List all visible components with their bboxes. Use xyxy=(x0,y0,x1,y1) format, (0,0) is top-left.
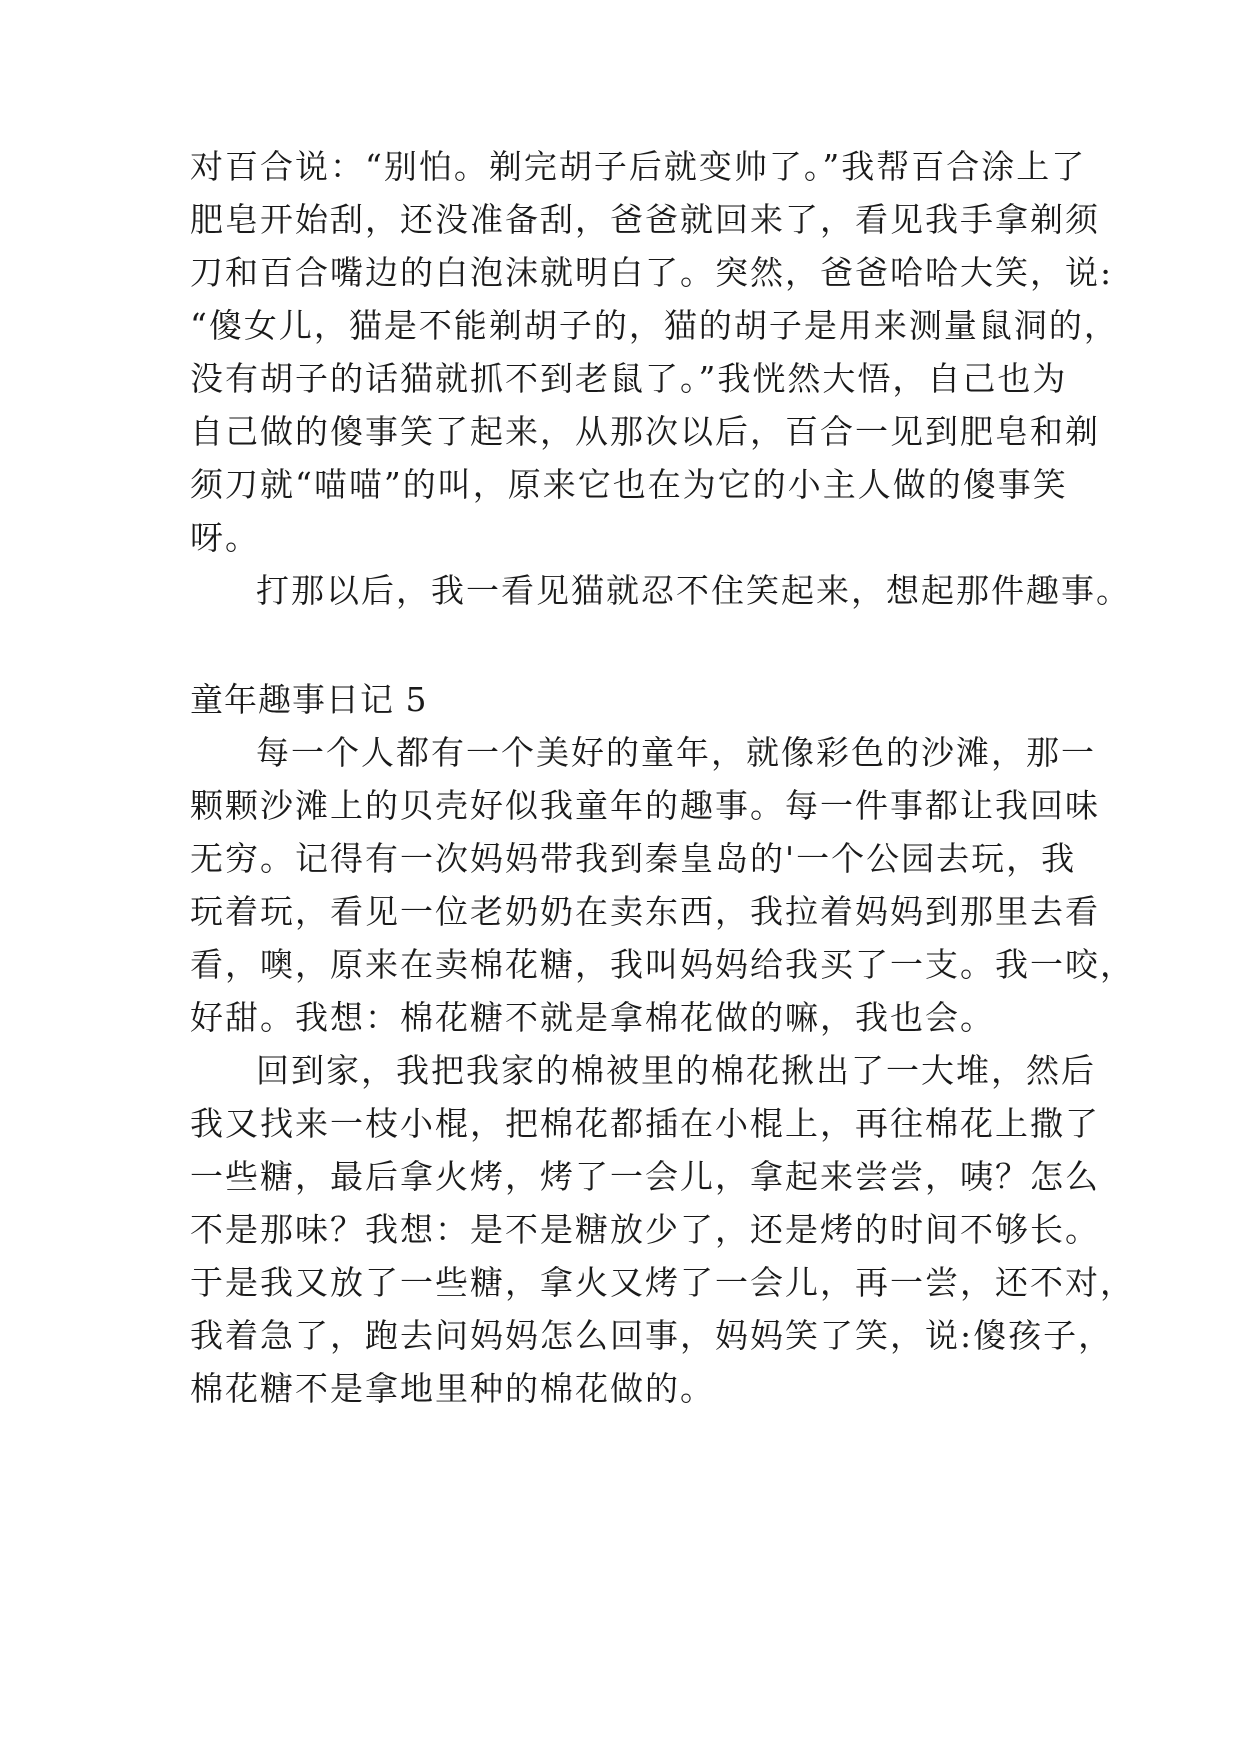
paragraph-line: 没有胡子的话猫就抓不到老鼠了。”我恍然大悟，自己也为 xyxy=(190,359,1068,398)
paragraph-line: 我又找来一枝小棍，把棉花都插在小棍上，再往棉花上撒了 xyxy=(190,1104,1100,1143)
paragraph-line: 一些糖，最后拿火烤，烤了一会儿，拿起来尝尝，咦？怎么 xyxy=(190,1157,1100,1196)
paragraph-line: 好甜。我想：棉花糖不就是拿棉花做的嘛，我也会。 xyxy=(190,998,995,1037)
paragraph-line: 肥皂开始刮，还没准备刮，爸爸就回来了，看见我手拿剃须 xyxy=(190,200,1100,239)
paragraph-line: 不是那味？我想：是不是糖放少了，还是烤的时间不够长。 xyxy=(190,1210,1100,1249)
paragraph-line: 玩着玩，看见一位老奶奶在卖东西，我拉着妈妈到那里去看 xyxy=(190,892,1100,931)
paragraph-line: 棉花糖不是拿地里种的棉花做的。 xyxy=(190,1369,715,1408)
paragraph-line: 呀。 xyxy=(190,518,260,557)
paragraph-line: 每一个人都有一个美好的童年，就像彩色的沙滩，那一 xyxy=(256,733,1096,772)
paragraph-line: 我着急了，跑去问妈妈怎么回事，妈妈笑了笑，说:傻孩子， xyxy=(190,1316,1114,1355)
paragraph-line: 颗颗沙滩上的贝壳好似我童年的趣事。每一件事都让我回味 xyxy=(190,786,1100,825)
paragraph-line: 看，噢，原来在卖棉花糖，我叫妈妈给我买了一支。我一咬， xyxy=(190,945,1135,984)
paragraph-line: 须刀就“喵喵”的叫，原来它也在为它的小主人做的傻事笑 xyxy=(190,465,1068,504)
paragraph-line: 打那以后，我一看见猫就忍不住笑起来，想起那件趣事。 xyxy=(256,571,1131,610)
section-title: 童年趣事日记 5 xyxy=(190,680,428,719)
paragraph-line: “傻女儿，猫是不能剃胡子的，猫的胡子是用来测量鼠洞的， xyxy=(190,306,1119,345)
paragraph-line: 无穷。记得有一次妈妈带我到秦皇岛的'一个公园去玩，我 xyxy=(190,839,1077,878)
paragraph-line: 刀和百合嘴边的白泡沫就明白了。突然，爸爸哈哈大笑，说: xyxy=(190,253,1114,292)
paragraph-line: 回到家，我把我家的棉被里的棉花揪出了一大堆，然后 xyxy=(256,1051,1096,1090)
paragraph-line: 对百合说：“别怕。剃完胡子后就变帅了。”我帮百合涂上了 xyxy=(190,147,1087,186)
paragraph-line: 自己做的傻事笑了起来，从那次以后，百合一见到肥皂和剃 xyxy=(190,412,1100,451)
paragraph-line: 于是我又放了一些糖，拿火又烤了一会儿，再一尝，还不对， xyxy=(190,1263,1135,1302)
